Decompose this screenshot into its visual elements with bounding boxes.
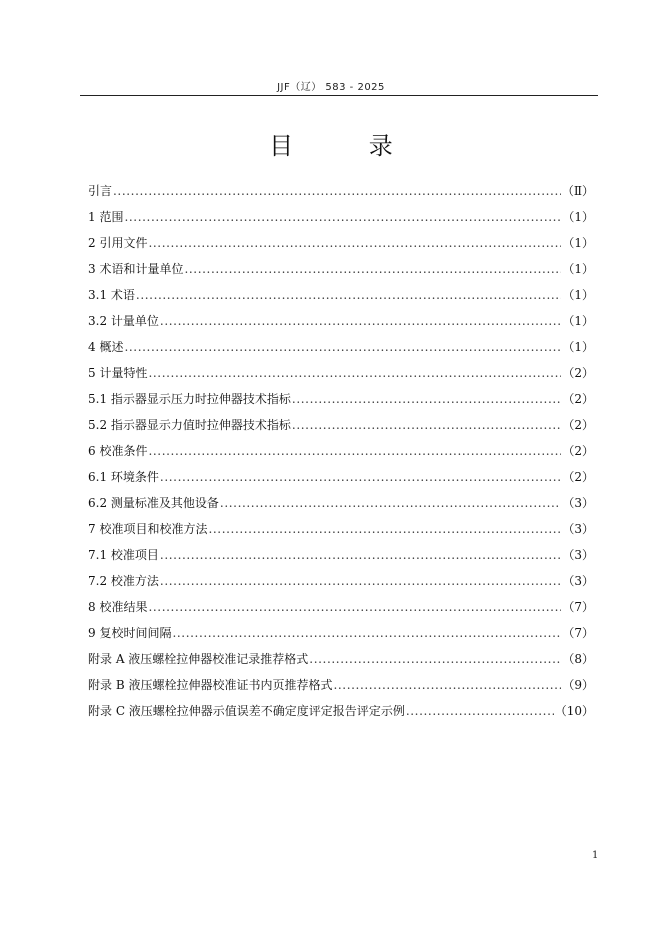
- toc-entry-page: （10）: [554, 704, 594, 718]
- toc-leader-dots: [292, 386, 561, 412]
- toc-entry-page: （Ⅱ）: [561, 184, 594, 198]
- toc-entry-page: （2）: [562, 366, 594, 380]
- toc-entry-label: 1 范围: [88, 210, 124, 224]
- toc-entry-label: 7 校准项目和校准方法: [88, 522, 208, 536]
- page-title: 目 录: [269, 132, 427, 160]
- toc-leader-dots: [208, 516, 561, 542]
- toc-entry-label: 9 复校时间间隔: [88, 626, 172, 640]
- toc-entry-label: 6 校准条件: [88, 444, 148, 458]
- toc-entry-page: （3）: [562, 574, 594, 588]
- toc-entry-label: 5.1 指示器显示压力时拉伸器技术指标: [88, 392, 291, 406]
- toc-entry-page: （1）: [562, 340, 594, 354]
- toc-entry[interactable]: [88, 360, 594, 386]
- toc-entry[interactable]: [88, 672, 594, 698]
- toc-leader-dots: [160, 542, 561, 568]
- toc-leader-dots: [184, 256, 561, 282]
- toc-entry-page: （1）: [562, 288, 594, 302]
- toc-entry[interactable]: [88, 620, 594, 646]
- document-code-header: JJF（辽） 583 - 2025: [277, 82, 385, 93]
- toc-entry-label: 7.1 校准项目: [88, 548, 159, 562]
- toc-leader-dots: [113, 178, 561, 204]
- toc-entry-label: 3 术语和计量单位: [88, 262, 184, 276]
- toc-entry-page: （9）: [562, 678, 594, 692]
- toc-leader-dots: [124, 334, 561, 360]
- toc-entry-label: 8 校准结果: [88, 600, 148, 614]
- toc-entry[interactable]: [88, 178, 594, 204]
- toc-entry-label: 6.2 测量标准及其他设备: [88, 496, 219, 510]
- header-rule: [80, 95, 598, 96]
- toc-entry-page: （2）: [562, 418, 594, 432]
- toc-leader-dots: [148, 438, 561, 464]
- toc-entry[interactable]: [88, 568, 594, 594]
- toc-entry-page: （7）: [562, 626, 594, 640]
- toc-entry[interactable]: [88, 386, 594, 412]
- toc-leader-dots: [148, 594, 561, 620]
- toc-entry-page: （1）: [562, 236, 594, 250]
- toc-entry[interactable]: [88, 204, 594, 230]
- table-of-contents: [88, 178, 594, 724]
- toc-entry[interactable]: [88, 256, 594, 282]
- toc-entry[interactable]: [88, 594, 594, 620]
- toc-entry[interactable]: [88, 230, 594, 256]
- toc-entry-page: （2）: [562, 392, 594, 406]
- toc-entry-label: 3.2 计量单位: [88, 314, 159, 328]
- toc-entry[interactable]: [88, 438, 594, 464]
- toc-leader-dots: [333, 672, 561, 698]
- toc-entry[interactable]: [88, 464, 594, 490]
- toc-entry[interactable]: [88, 412, 594, 438]
- toc-leader-dots: [136, 282, 561, 308]
- toc-entry-label: 引言: [88, 184, 113, 198]
- toc-entry-page: （8）: [562, 652, 594, 666]
- toc-entry-page: （1）: [562, 210, 594, 224]
- toc-leader-dots: [160, 308, 561, 334]
- toc-entry-label: 附录 C 液压螺栓拉伸器示值误差不确定度评定报告评定示例: [88, 704, 405, 718]
- toc-entry-page: （3）: [562, 548, 594, 562]
- toc-leader-dots: [160, 464, 561, 490]
- toc-leader-dots: [172, 620, 561, 646]
- toc-entry[interactable]: [88, 698, 594, 724]
- toc-leader-dots: [292, 412, 561, 438]
- toc-leader-dots: [220, 490, 561, 516]
- toc-entry-label: 5 计量特性: [88, 366, 148, 380]
- toc-entry-label: 附录 A 液压螺栓拉伸器校准记录推荐格式: [88, 652, 309, 666]
- toc-entry[interactable]: [88, 308, 594, 334]
- toc-entry-page: （3）: [562, 496, 594, 510]
- toc-entry[interactable]: [88, 490, 594, 516]
- toc-leader-dots: [148, 230, 561, 256]
- toc-leader-dots: [124, 204, 561, 230]
- toc-entry-page: （1）: [562, 314, 594, 328]
- toc-entry-page: （7）: [562, 600, 594, 614]
- toc-entry-label: 3.1 术语: [88, 288, 135, 302]
- toc-entry[interactable]: [88, 542, 594, 568]
- toc-entry-page: （3）: [562, 522, 594, 536]
- toc-leader-dots: [309, 646, 561, 672]
- toc-entry-page: （1）: [562, 262, 594, 276]
- toc-leader-dots: [406, 698, 554, 724]
- page-number: 1: [592, 850, 599, 861]
- toc-entry[interactable]: [88, 334, 594, 360]
- toc-entry-label: 2 引用文件: [88, 236, 148, 250]
- toc-entry-label: 附录 B 液压螺栓拉伸器校准证书内页推荐格式: [88, 678, 333, 692]
- toc-entry[interactable]: [88, 646, 594, 672]
- toc-entry-label: 6.1 环境条件: [88, 470, 159, 484]
- toc-entry-label: 5.2 指示器显示力值时拉伸器技术指标: [88, 418, 291, 432]
- toc-entry[interactable]: [88, 282, 594, 308]
- toc-entry-page: （2）: [562, 470, 594, 484]
- toc-leader-dots: [148, 360, 561, 386]
- toc-entry-label: 7.2 校准方法: [88, 574, 159, 588]
- toc-entry-page: （2）: [562, 444, 594, 458]
- toc-entry[interactable]: [88, 516, 594, 542]
- toc-leader-dots: [160, 568, 561, 594]
- toc-entry-label: 4 概述: [88, 340, 124, 354]
